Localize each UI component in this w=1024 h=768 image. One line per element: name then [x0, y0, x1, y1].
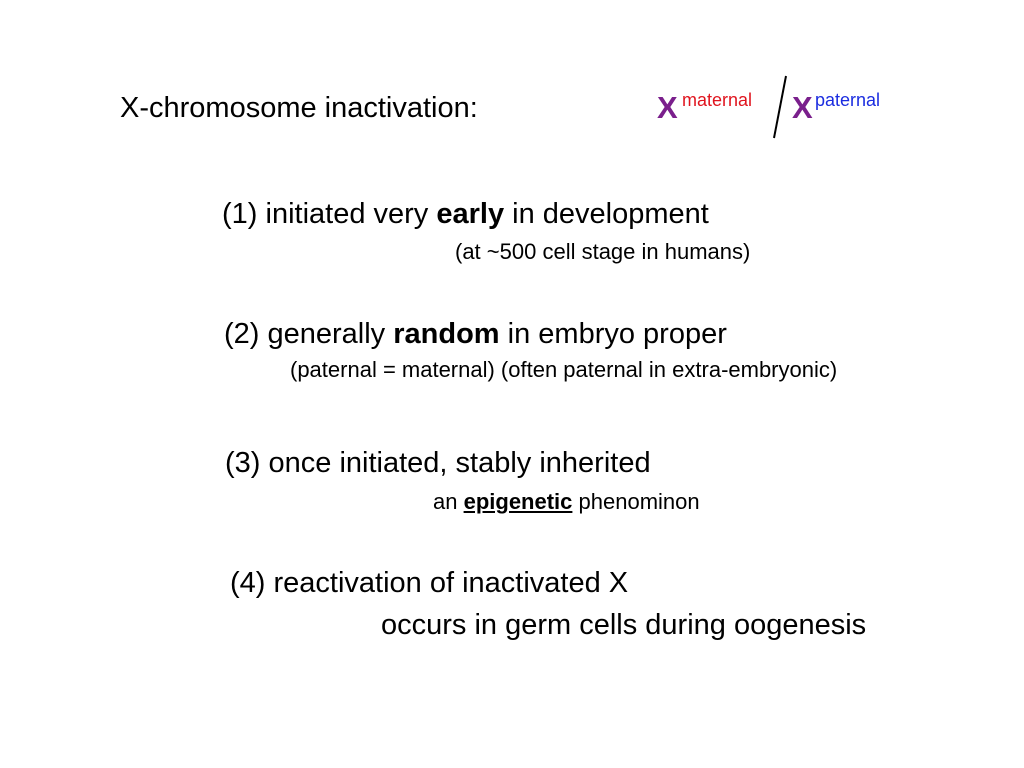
point-2-text-post: in embryo proper: [499, 318, 727, 350]
point-2-text-pre: (2) generally: [224, 318, 394, 350]
x-maternal-letter: X: [657, 90, 678, 125]
point-3-detail-pre: an: [433, 489, 464, 514]
point-3-detail-emphasis: epigenetic: [463, 489, 573, 514]
point-1-text-post: in development: [504, 198, 709, 230]
point-4: (4) reactivation of inactivated X: [230, 567, 629, 599]
point-3: (3) once initiated, stably inherited: [225, 447, 651, 479]
point-1-emphasis: early: [436, 198, 505, 230]
x-ratio-formula: [655, 74, 905, 144]
point-1: [222, 196, 709, 232]
x-paternal-letter: X: [792, 90, 813, 125]
point-4-detail: occurs in germ cells during oogenesis: [381, 609, 867, 641]
division-slash: [770, 74, 790, 140]
point-3-detail: [433, 488, 700, 516]
point-1-detail: (at ~500 cell stage in humans): [455, 239, 751, 264]
point-2-detail: (paternal = maternal) (often paternal in extra-embryonic): [290, 357, 838, 382]
point-2: [224, 316, 727, 352]
paternal-superscript: paternal: [815, 90, 881, 110]
point-3-detail-post: phenominon: [572, 489, 700, 514]
point-2-emphasis: random: [393, 318, 500, 350]
slide-title: X-chromosome inactivation:: [120, 92, 478, 124]
point-1-text-pre: (1) initiated very: [222, 198, 437, 230]
maternal-superscript: maternal: [682, 90, 753, 110]
